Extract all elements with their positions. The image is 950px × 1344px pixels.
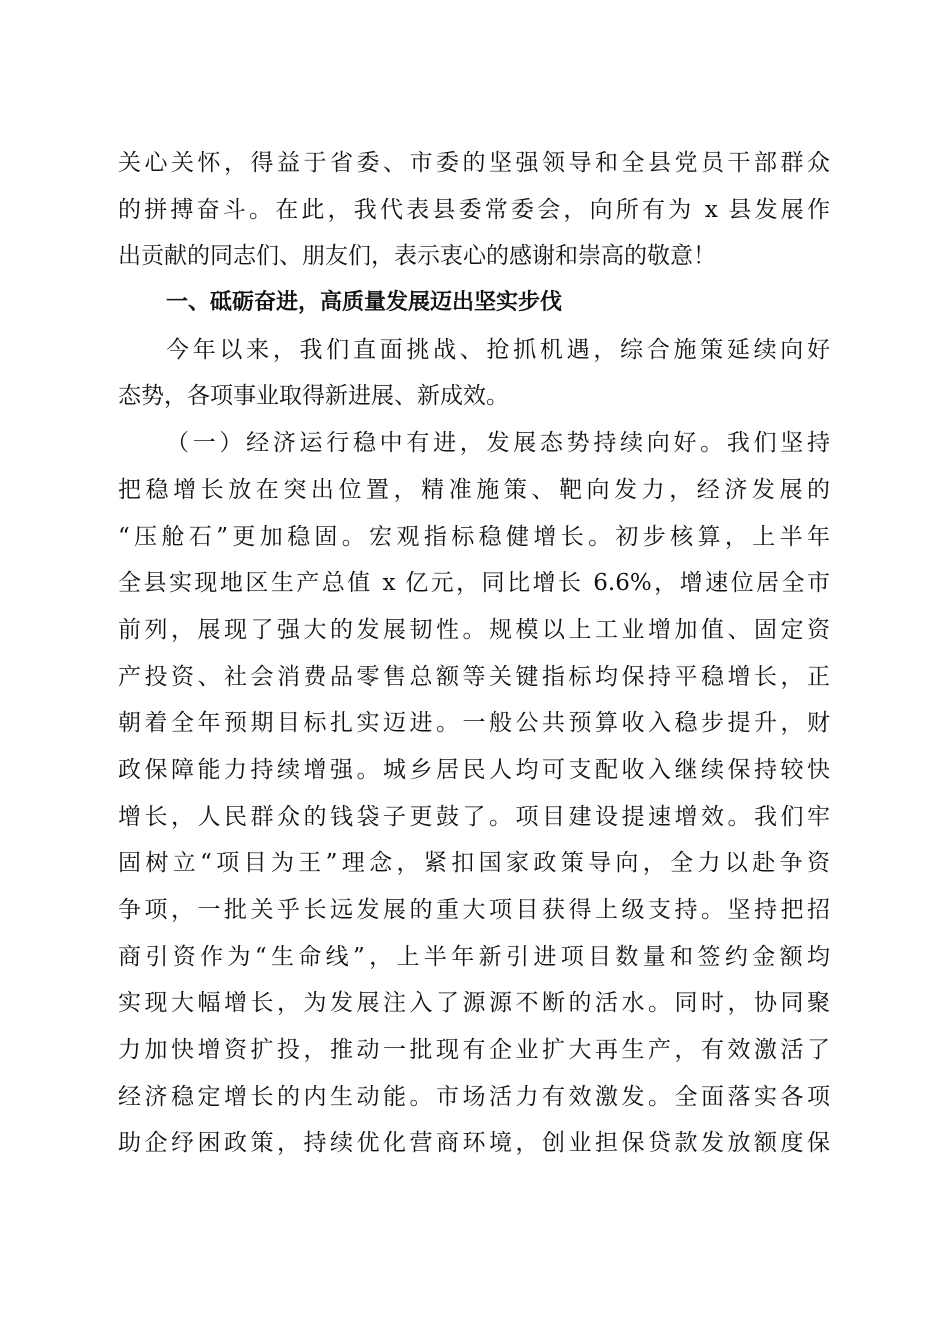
body-line: 经济稳定增长的内生动能。市场活力有效激发。全面落实各项 xyxy=(118,1083,830,1110)
body-line: （一）经济运行稳中有进，发展态势持续向好。我们坚持 xyxy=(166,430,830,457)
body-line: 关心关怀，得益于省委、市委的坚强领导和全县党员干部群众 xyxy=(118,150,830,176)
body-line: 增长，人民群众的钱袋子更鼓了。项目建设提速增效。我们牢 xyxy=(118,803,830,830)
body-line: 商引资作为“生命线”，上半年新引进项目数量和签约金额均 xyxy=(118,943,830,970)
document-page xyxy=(118,140,830,1167)
body-line: 助企纾困政策，持续优化营商环境，创业担保贷款发放额度保 xyxy=(118,1130,830,1157)
body-line: 力加快增资扩投，推动一批现有企业扩大再生产，有效激活了 xyxy=(118,1037,830,1064)
body-line: 把稳增长放在突出位置，精准施策、靶向发力，经济发展的 xyxy=(118,476,830,503)
body-line: “压舱石”更加稳固。宏观指标稳健增长。初步核算，上半年 xyxy=(118,523,830,550)
body-line: 态势，各项事业取得新进展、新成效。 xyxy=(118,383,509,410)
body-line: 固树立“项目为王”理念，紧扣国家政策导向，全力以赴争资 xyxy=(118,850,830,877)
body-line: 今年以来，我们直面挑战、抢抓机遇，综合施策延续向好 xyxy=(166,336,830,363)
body-line: 出贡献的同志们、朋友们，表示衷心的感谢和崇高的敬意！ xyxy=(118,243,716,270)
body-line: 全县实现地区生产总值 x 亿元，同比增长 6.6%，增速位居全市 xyxy=(118,570,830,597)
section-heading: 一、砥砺奋进，高质量发展迈出坚实步伐 xyxy=(166,290,563,316)
body-line: 实现大幅增长，为发展注入了源源不断的活水。同时，协同聚 xyxy=(118,990,830,1017)
body-line: 朝着全年预期目标扎实迈进。一般公共预算收入稳步提升，财 xyxy=(118,710,830,737)
body-line: 争项，一批关乎长远发展的重大项目获得上级支持。坚持把招 xyxy=(118,897,830,923)
body-line: 政保障能力持续增强。城乡居民人均可支配收入继续保持较快 xyxy=(118,756,830,783)
body-line: 的拼搏奋斗。在此，我代表县委常委会，向所有为 x 县发展作 xyxy=(118,196,830,223)
body-line: 产投资、社会消费品零售总额等关键指标均保持平稳增长，正 xyxy=(118,663,830,690)
body-line: 前列，展现了强大的发展韧性。规模以上工业增加值、固定资 xyxy=(118,616,830,643)
